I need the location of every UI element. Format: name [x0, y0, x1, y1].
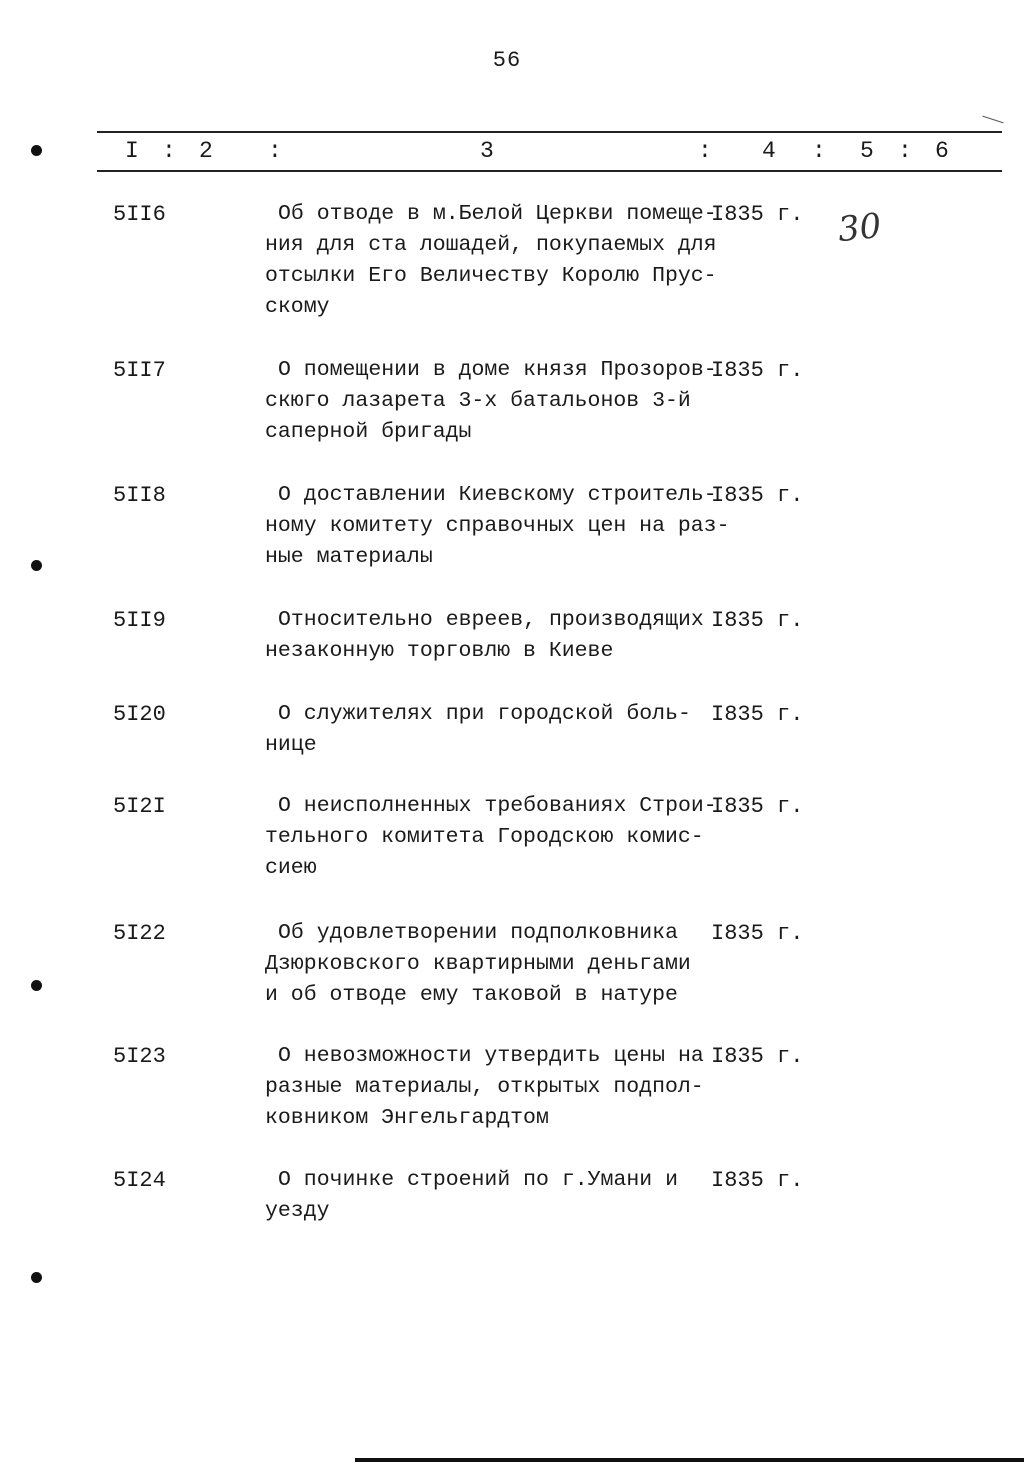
entry-year: I835 г. [711, 358, 804, 383]
entry-description [265, 699, 715, 761]
entry-description [265, 605, 715, 667]
entry-line: отсылки Его Величеству Королю Прус- [265, 264, 717, 288]
binder-hole-mark [31, 980, 42, 991]
binder-hole-mark [31, 560, 42, 571]
entry-year: I835 г. [711, 483, 804, 508]
entry-line: О починке строений по г.Умани и [278, 1168, 678, 1192]
entry-line: Дзюрковского квартирными деньгами [265, 952, 691, 976]
entry-line: ния для ста лошадей, покупаемых для [265, 233, 717, 257]
entry-line: разные материалы, открытых подпол- [265, 1075, 704, 1099]
entry-year: I835 г. [711, 1044, 804, 1069]
entry-line: Относительно евреев, производящих [278, 608, 704, 632]
entry-line: О доставлении Киевскому строитель- [278, 483, 717, 507]
header-col-1: I [125, 138, 139, 164]
header-col-3: 3 [480, 138, 494, 164]
entry-line: скюго лазарета 3-х батальонов 3-й [265, 389, 691, 413]
header-separator: : [698, 138, 712, 164]
binder-hole-mark [31, 145, 42, 156]
header-col-4: 4 [762, 138, 776, 164]
entry-year: I835 г. [711, 921, 804, 946]
entry-description [265, 918, 715, 1011]
bottom-edge-bar [355, 1458, 1024, 1462]
entry-description [265, 791, 715, 884]
entry-description [265, 355, 715, 448]
binder-hole-mark [31, 1272, 42, 1283]
header-separator: : [812, 138, 826, 164]
entry-line: тельного комитета Городскою комис- [265, 825, 704, 849]
entry-line: и об отводе ему таковой в натуре [265, 983, 678, 1007]
header-separator: : [898, 138, 912, 164]
entry-number: 5I20 [113, 702, 166, 727]
entry-line: О неисполненных требованиях Строи- [278, 794, 717, 818]
entry-line: скому [265, 295, 330, 319]
entry-line: уезду [265, 1199, 330, 1223]
entry-number: 5I23 [113, 1044, 166, 1069]
entry-description [265, 1165, 715, 1227]
entry-line: Об отводе в м.Белой Церкви помеще- [278, 202, 717, 226]
entry-line: сиею [265, 856, 317, 880]
entry-year: I835 г. [711, 202, 804, 227]
entry-number: 5II8 [113, 483, 166, 508]
entry-year: I835 г. [711, 608, 804, 633]
entry-line: Об удовлетворении подполковника [278, 921, 678, 945]
header-top-rule [97, 131, 1002, 133]
entry-number: 5I24 [113, 1168, 166, 1193]
entry-year: I835 г. [711, 1168, 804, 1193]
entry-description [265, 1041, 715, 1134]
entry-number: 5II7 [113, 358, 166, 383]
header-col-5: 5 [860, 138, 874, 164]
header-col-6: 6 [935, 138, 949, 164]
entry-line: незаконную торговлю в Киеве [265, 639, 614, 663]
entry-description [265, 199, 715, 323]
entry-number: 5II6 [113, 202, 166, 227]
entry-year: I835 г. [711, 702, 804, 727]
entry-line: О помещении в доме князя Прозоров- [278, 358, 717, 382]
entry-number: 5I22 [113, 921, 166, 946]
entry-description [265, 480, 730, 573]
entry-line: нице [265, 733, 317, 757]
entry-number: 5I2I [113, 794, 166, 819]
page-number: 56 [492, 48, 522, 73]
entry-line: ные материалы [265, 545, 433, 569]
header-bottom-rule [97, 170, 1002, 172]
entry-number: 5II9 [113, 608, 166, 633]
header-separator: : [268, 138, 282, 164]
corner-mark [982, 116, 1003, 124]
handwritten-note: 30 [836, 205, 884, 251]
header-separator: : [162, 138, 176, 164]
entry-line: ному комитету справочных цен на раз- [265, 514, 730, 538]
header-col-2: 2 [199, 138, 213, 164]
entry-line: О невозможности утвердить цены на [278, 1044, 704, 1068]
entry-year: I835 г. [711, 794, 804, 819]
entry-line: ковником Энгельгардтом [265, 1106, 549, 1130]
entry-line: О служителях при городской боль- [278, 702, 691, 726]
entry-line: саперной бригады [265, 420, 472, 444]
